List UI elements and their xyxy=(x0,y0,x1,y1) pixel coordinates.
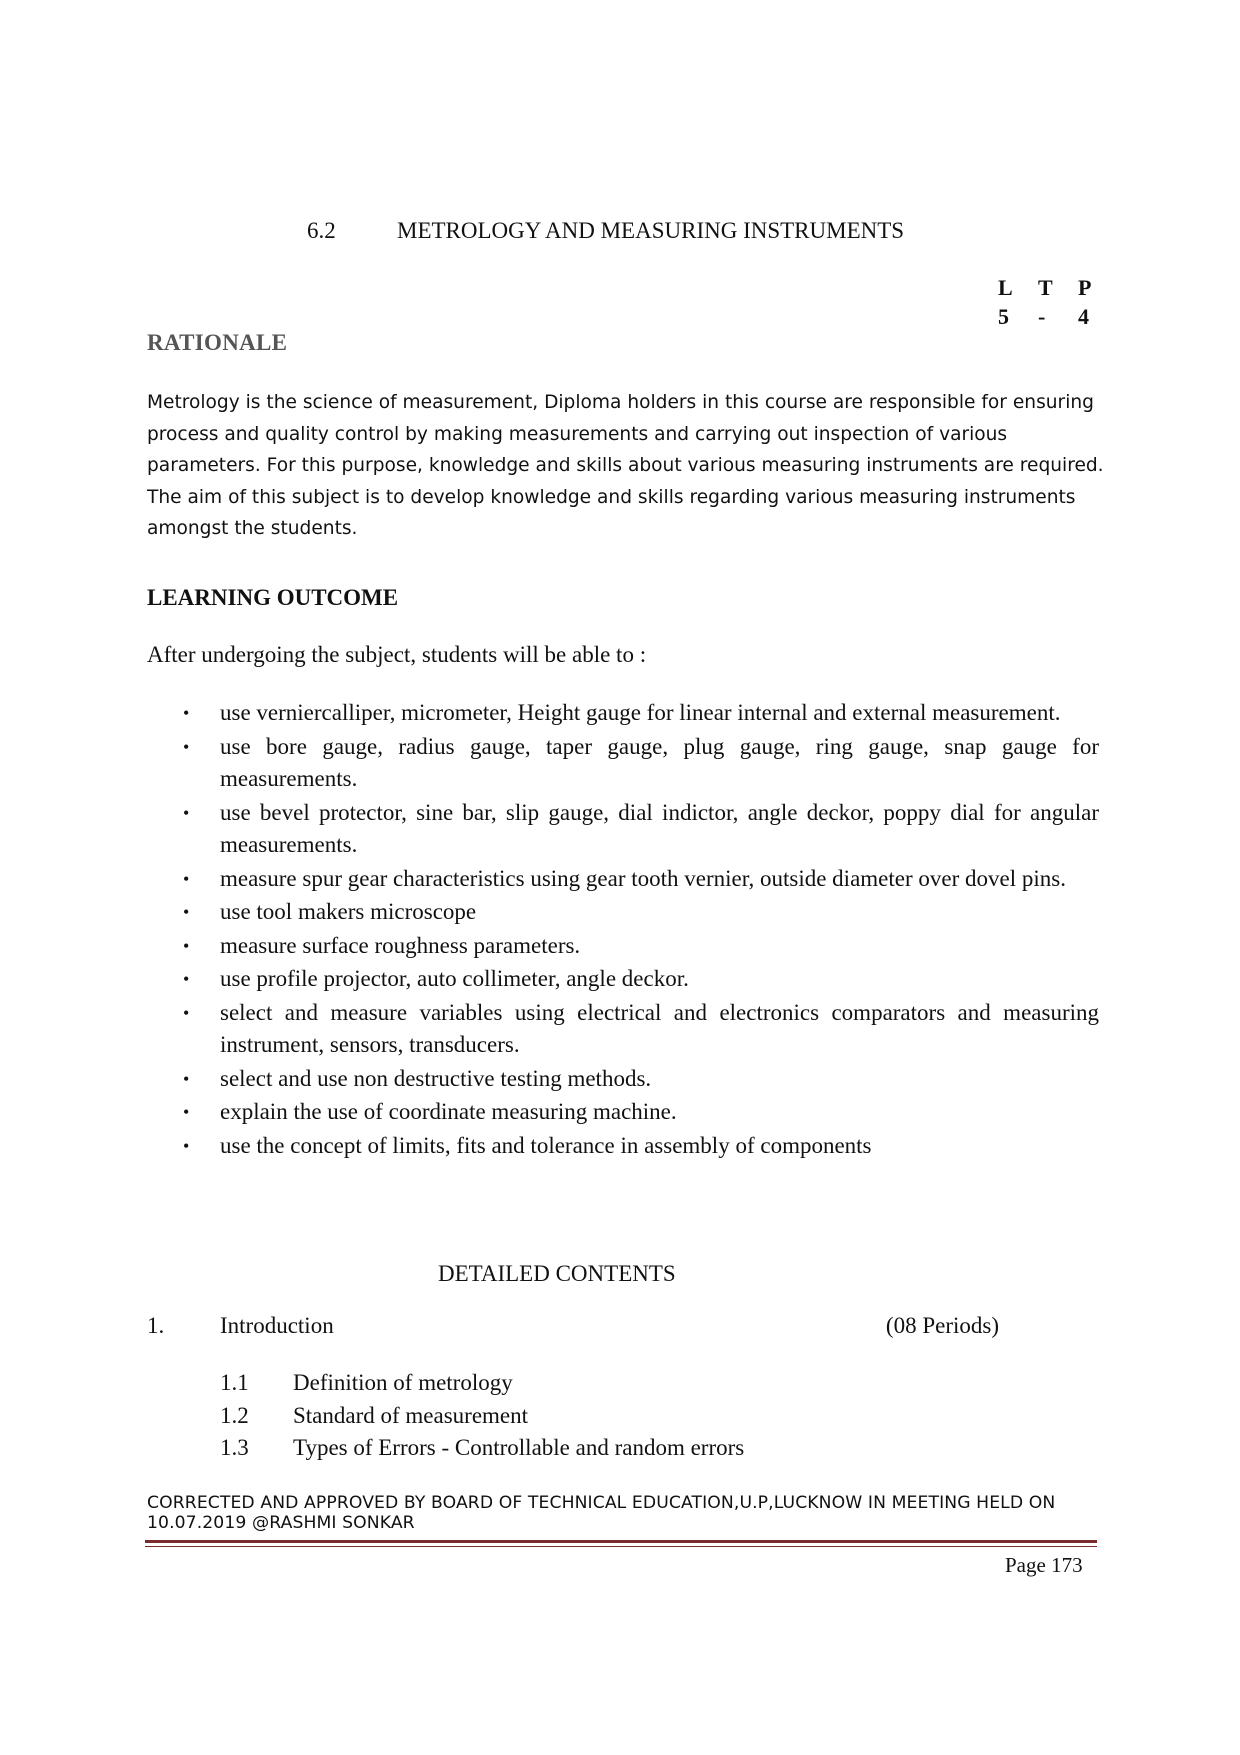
learning-outcome-intro: After undergoing the subject, students will be able to : xyxy=(147,642,647,667)
page-number: Page 173 xyxy=(1005,1553,1083,1577)
rationale-heading: RATIONALE xyxy=(147,330,288,355)
list-item xyxy=(147,697,1099,730)
ltp-label-p: P xyxy=(1078,274,1092,300)
footer-divider-thin xyxy=(145,1546,1097,1547)
bullet-icon: • xyxy=(183,802,190,823)
list-item-text: use profile projector, auto collimeter, angle deckor. xyxy=(220,966,689,991)
list-item xyxy=(147,997,1099,1062)
footer-divider xyxy=(145,1540,1097,1543)
list-item-text: measure surface roughness parameters. xyxy=(220,932,581,958)
list-item-text: select and use non destructive testing methods. xyxy=(220,1065,652,1091)
page-title xyxy=(307,218,904,244)
bullet-icon: • xyxy=(183,868,190,889)
list-item-text: use bore gauge, radius gauge, taper gauge, plug gauge, ring gauge, snap gauge for measurements. xyxy=(220,733,1099,791)
learning-outcome-heading: LEARNING OUTCOME xyxy=(147,585,399,610)
bullet-icon: • xyxy=(183,1068,190,1089)
list-item-text: use the concept of limits, fits and tolerance in assembly of components xyxy=(220,1132,872,1158)
ltp-labels xyxy=(998,273,1118,302)
subject-title: METROLOGY AND MEASURING INSTRUMENTS xyxy=(397,218,905,243)
list-item xyxy=(147,797,1099,862)
subsection-title: Types of Errors - Controllable and random errors xyxy=(293,1435,745,1460)
list-item xyxy=(147,1096,1099,1129)
ltp-table xyxy=(998,273,1118,331)
bullet-icon: • xyxy=(183,1135,190,1156)
bullet-icon: • xyxy=(183,703,190,723)
section-number: 6.2 xyxy=(307,218,336,243)
subsection-number: 1.2 xyxy=(220,1402,249,1428)
bullet-icon: • xyxy=(183,1002,190,1023)
list-item-text: measure spur gear characteristics using gear tooth vernier, outside diameter over dovel pins. xyxy=(220,865,1066,891)
subsection-number: 1.3 xyxy=(220,1435,249,1460)
list-item xyxy=(147,731,1099,796)
detailed-contents-heading: DETAILED CONTENTS xyxy=(438,1261,676,1286)
list-item xyxy=(147,863,1099,896)
bullet-icon: • xyxy=(183,902,190,922)
footer-note xyxy=(147,1493,1107,1533)
bullet-icon: • xyxy=(183,736,190,757)
list-item-text: use tool makers microscope xyxy=(220,899,477,924)
bullet-icon: • xyxy=(183,1102,190,1122)
section-title: Introduction xyxy=(220,1313,334,1338)
ltp-value-p: 4 xyxy=(1078,303,1089,329)
subsection-item xyxy=(220,1400,744,1433)
bullet-icon: • xyxy=(183,935,190,956)
learning-outcome-list xyxy=(147,697,1099,1163)
list-item xyxy=(147,930,1099,963)
bullet-icon: • xyxy=(183,969,190,989)
section-number: 1. xyxy=(147,1313,165,1338)
footer-line-2: 10.07.2019 @RASHMI SONKAR xyxy=(147,1513,415,1533)
section-periods: (08 Periods) xyxy=(885,1313,999,1338)
subsection-title: Definition of metrology xyxy=(293,1370,513,1395)
list-item xyxy=(147,1063,1099,1096)
list-item-text: select and measure variables using electrical and electronics comparators and measuring instrument, sensors, transducers. xyxy=(220,999,1099,1057)
list-item-text: use bevel protector, sine bar, slip gauge, dial indictor, angle deckor, poppy dial for angular measurements. xyxy=(220,799,1099,857)
subsection-list xyxy=(220,1367,744,1465)
subsection-number: 1.1 xyxy=(220,1370,249,1395)
section-heading xyxy=(147,1313,1017,1339)
subsection-item xyxy=(220,1367,744,1400)
list-item xyxy=(147,896,1099,929)
ltp-value-t: - xyxy=(1038,303,1046,329)
list-item-text: use verniercalliper, micrometer, Height gauge for linear internal and external measurement. xyxy=(220,700,1061,725)
ltp-label-t: T xyxy=(1038,274,1053,300)
list-item-text: explain the use of coordinate measuring machine. xyxy=(220,1099,677,1124)
list-item xyxy=(147,1130,1099,1163)
subsection-item xyxy=(220,1432,744,1465)
list-item xyxy=(147,963,1099,996)
ltp-value-l: 5 xyxy=(998,303,1009,329)
ltp-label-l: L xyxy=(998,274,1013,300)
footer-line-1: CORRECTED AND APPROVED BY BOARD OF TECHNICAL EDUCATION,U.P,LUCKNOW IN MEETING HELD ON xyxy=(147,1493,1056,1513)
ltp-values xyxy=(998,302,1118,331)
rationale-text: Metrology is the science of measurement, Diploma holders in this course are responsible for ensuring process and quality control by making measurements and carrying out inspection of various parameters. For this purpose, knowledge and skills about various measuring instruments are required. The aim of this subject is to develop knowledge and skills regarding various measuring instruments amongst the students. xyxy=(147,392,1104,539)
subsection-title: Standard of measurement xyxy=(293,1402,529,1428)
